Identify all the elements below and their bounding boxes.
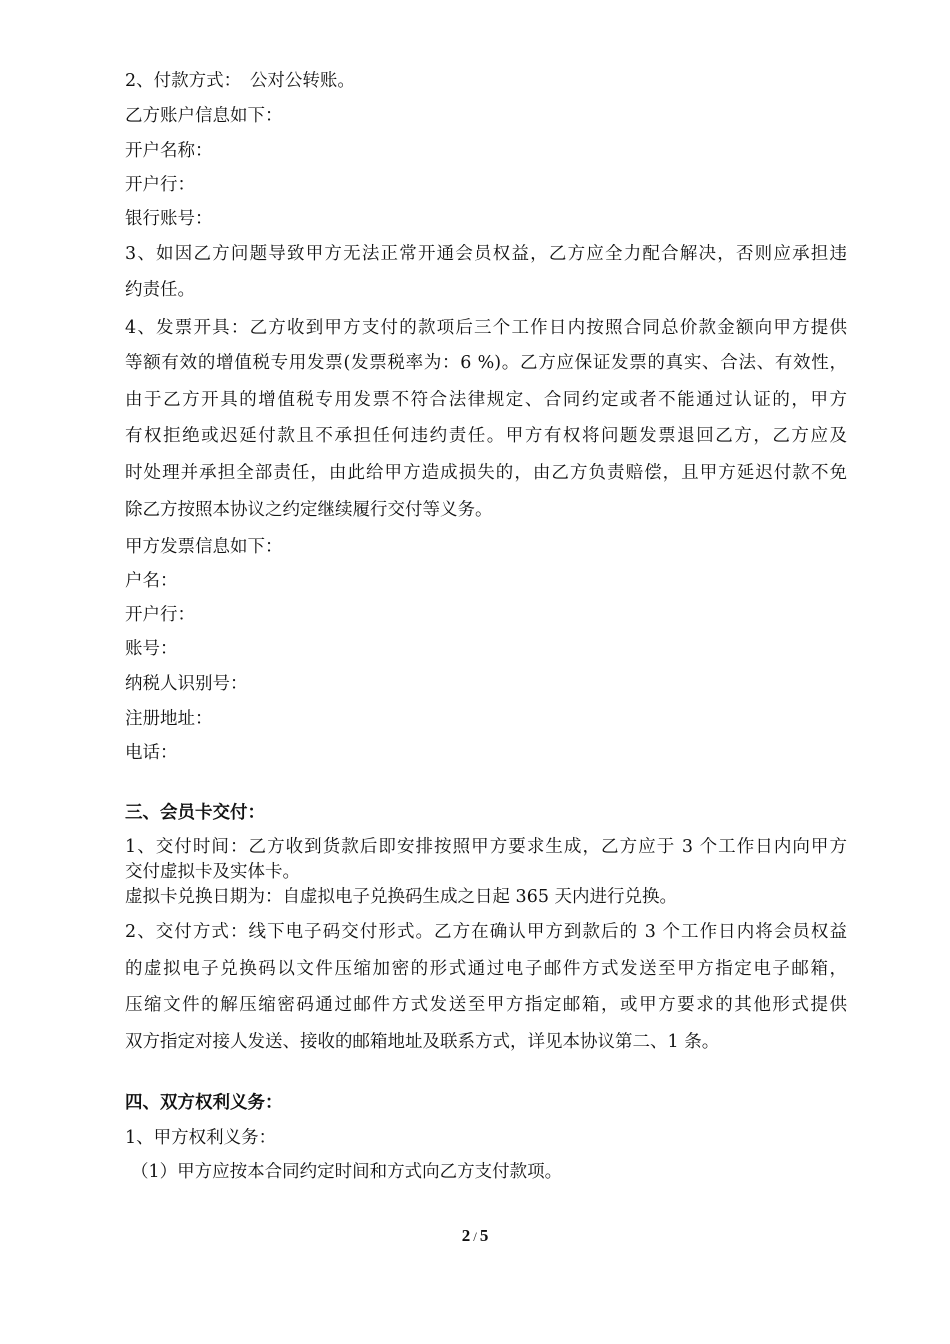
total-pages: 5 <box>479 1226 489 1245</box>
clause4-line: 4、发票开具：乙方收到甲方支付的款项后三个工作日内按照合同总价款金额向甲方提供 <box>125 318 847 338</box>
invoice-account-field: 账号： <box>125 639 178 659</box>
section3-title: 三、会员卡交付： <box>125 803 265 823</box>
section3-item2-line: 压缩文件的解压缩密码通过邮件方式发送至甲方指定邮箱，或甲方要求的其他形式提供 <box>125 995 847 1015</box>
invoice-info-intro: 甲方发票信息如下： <box>125 537 283 557</box>
clause4-line: 时处理并承担全部责任，由此给甲方造成损失的，由乙方负责赔偿，且甲方延迟付款不免 <box>125 463 847 483</box>
section4-title: 四、双方权利义务： <box>125 1093 283 1113</box>
phone-field: 电话： <box>125 743 178 763</box>
virtual-card-validity: 虚拟卡兑换日期为：自虚拟电子兑换码生成之日起 365 天内进行兑换。 <box>125 887 678 907</box>
invoice-bank-field: 开户行： <box>125 605 195 625</box>
page-number <box>0 1226 950 1246</box>
account-name-field: 开户名称： <box>125 141 213 161</box>
clause4-line: 除乙方按照本协议之约定继续履行交付等义务。 <box>125 500 493 520</box>
clause3-line2: 约责任。 <box>125 280 195 300</box>
section3-item1-line1: 1、交付时间：乙方收到货款后即安排按照甲方要求生成，乙方应于 3 个工作日内向甲方 <box>125 837 847 857</box>
invoice-holder-field: 户名： <box>125 571 178 591</box>
page-separator: / <box>473 1229 477 1244</box>
section3-item2-line: 的虚拟电子兑换码以文件压缩加密的形式通过电子邮件方式发送至甲方指定电子邮箱， <box>125 959 847 979</box>
account-info-intro: 乙方账户信息如下： <box>125 106 283 126</box>
account-number-field: 银行账号： <box>125 209 213 229</box>
taxpayer-id-field: 纳税人识别号： <box>125 674 248 694</box>
clause4-line: 等额有效的增值税专用发票(发票税率为：6 %)。乙方应保证发票的真实、合法、有效性， <box>125 353 847 373</box>
clause4-line: 由于乙方开具的增值税专用发票不符合法律规定、合同约定或者不能通过认证的，甲方 <box>125 390 847 410</box>
section3-item2-line: 2、交付方式：线下电子码交付形式。乙方在确认甲方到款后的 3 个工作日内将会员权益 <box>125 922 847 942</box>
payment-method-line: 2、付款方式： 公对公转账。 <box>125 71 355 91</box>
section3-item2-line: 双方指定对接人发送、接收的邮箱地址及联系方式，详见本协议第二、1 条。 <box>125 1032 720 1052</box>
clause4-line: 有权拒绝或迟延付款且不承担任何违约责任。甲方有权将问题发票退回乙方，乙方应及 <box>125 426 847 446</box>
current-page: 2 <box>461 1226 471 1245</box>
clause3-line1: 3、如因乙方问题导致甲方无法正常开通会员权益，乙方应全力配合解决，否则应承担违 <box>125 244 847 264</box>
bank-field: 开户行： <box>125 175 195 195</box>
section4-sub1: （1）甲方应按本合同约定时间和方式向乙方支付款项。 <box>131 1162 563 1182</box>
section4-item1: 1、甲方权利义务： <box>125 1128 277 1148</box>
section3-item1-line2: 交付虚拟卡及实体卡。 <box>125 862 300 882</box>
registered-address-field: 注册地址： <box>125 709 213 729</box>
